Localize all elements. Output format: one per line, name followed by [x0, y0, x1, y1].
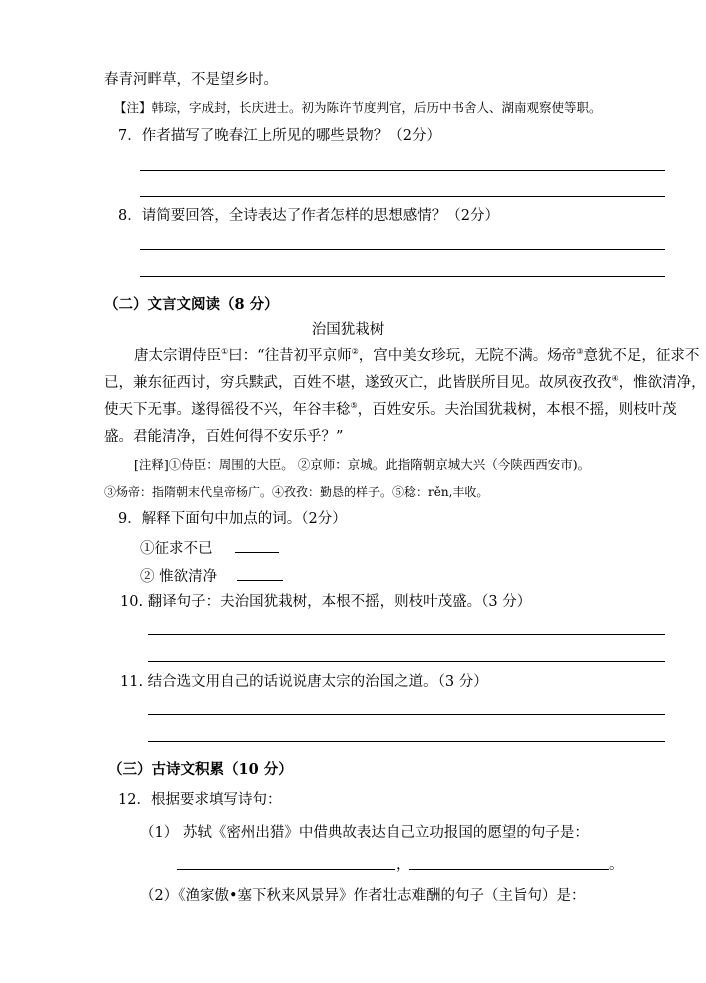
fill-blank[interactable]: [237, 566, 283, 581]
answer-line[interactable]: [148, 634, 665, 635]
answer-line[interactable]: [148, 714, 665, 715]
passage-title: 治国犹栽树: [311, 322, 385, 338]
footnote-marker: ④: [611, 374, 619, 384]
poem-annotation: 【注】韩琮，字成封，长庆进士。初为陈许节度判官，后历中书舍人、湖南观察使等职。: [114, 100, 602, 115]
question-10: 10. 翻译句子：夫治国犹栽树，本根不摇，则枝叶茂盛。（3 分）: [120, 594, 532, 610]
comma: ，: [396, 857, 411, 873]
question-9-item-a: ①征求不已: [140, 538, 279, 559]
footnote-marker: ①: [221, 347, 229, 357]
fill-blank-line[interactable]: [177, 869, 395, 870]
passage-line-1: 唐太宗谓侍臣①曰：“往昔初平京师②，宫中美女珍玩，无院不满。炀帝③意犹不足，征求不: [134, 347, 700, 364]
passage-line-3: 使天下无事。遂得徭役不兴，年谷丰稔⑤，百姓安乐。夫治国犹栽树，本根不摇，则枝叶茂: [104, 401, 677, 418]
question-12: 12．根据要求填写诗句：: [118, 792, 282, 808]
answer-line[interactable]: [140, 170, 665, 171]
question-8: 8．请简要回答，全诗表达了作者怎样的思想感情？（2分）: [118, 208, 499, 224]
passage-notes-1: [注释]①侍臣：周围的大臣。 ②京师：京城。此指隋朝京城大兴（今陕西西安市)。: [134, 457, 591, 472]
poem-last-line: 春青河畔草，不是望乡时。: [104, 72, 278, 88]
question-12-part-2: （2）《渔家傲•塞下秋来风景异》作者壮志难酬的句子（主旨句）是：: [140, 888, 586, 904]
section-heading-classical-reading: （二）文言文阅读（8 分）: [104, 296, 279, 313]
fill-blank-line[interactable]: [409, 869, 609, 870]
question-12-part-1: （1） 苏轼《密州出猎》中借典故表达自己立功报国的愿望的句子是：: [140, 825, 589, 841]
footnote-marker: ②: [351, 347, 359, 357]
footnote-marker: ③: [576, 347, 584, 357]
answer-line[interactable]: [140, 276, 665, 277]
answer-line[interactable]: [148, 741, 665, 742]
question-9-item-b: ② 惟欲清净: [140, 566, 283, 587]
period: 。: [609, 857, 624, 873]
passage-notes-2: ③炀帝：指隋朝末代皇帝杨广。④孜孜：勤恳的样子。⑤稔：rěn,丰收。: [104, 485, 489, 499]
passage-line-4: 盛。君能清净，百姓何得不安乐乎？”: [104, 429, 344, 445]
footnote-marker: ⑤: [350, 401, 358, 411]
fill-blank[interactable]: [235, 538, 279, 553]
answer-line[interactable]: [140, 249, 665, 250]
question-7: 7．作者描写了晚春江上所见的哪些景物？（2分）: [118, 128, 441, 144]
passage-line-2: 已，兼东征西讨，穷兵黩武，百姓不堪，遂致灭亡，此皆朕所目见。故夙夜孜孜④，惟欲清净，: [104, 374, 706, 391]
answer-line[interactable]: [148, 661, 665, 662]
answer-line[interactable]: [140, 196, 665, 197]
section-heading-poetry-accumulation: （三）古诗文积累（10 分）: [108, 761, 293, 778]
question-9: 9．解释下面句中加点的词。（2分）: [118, 511, 347, 527]
question-11: 11. 结合选文用自己的话说说唐太宗的治国之道。（3 分）: [120, 674, 488, 690]
